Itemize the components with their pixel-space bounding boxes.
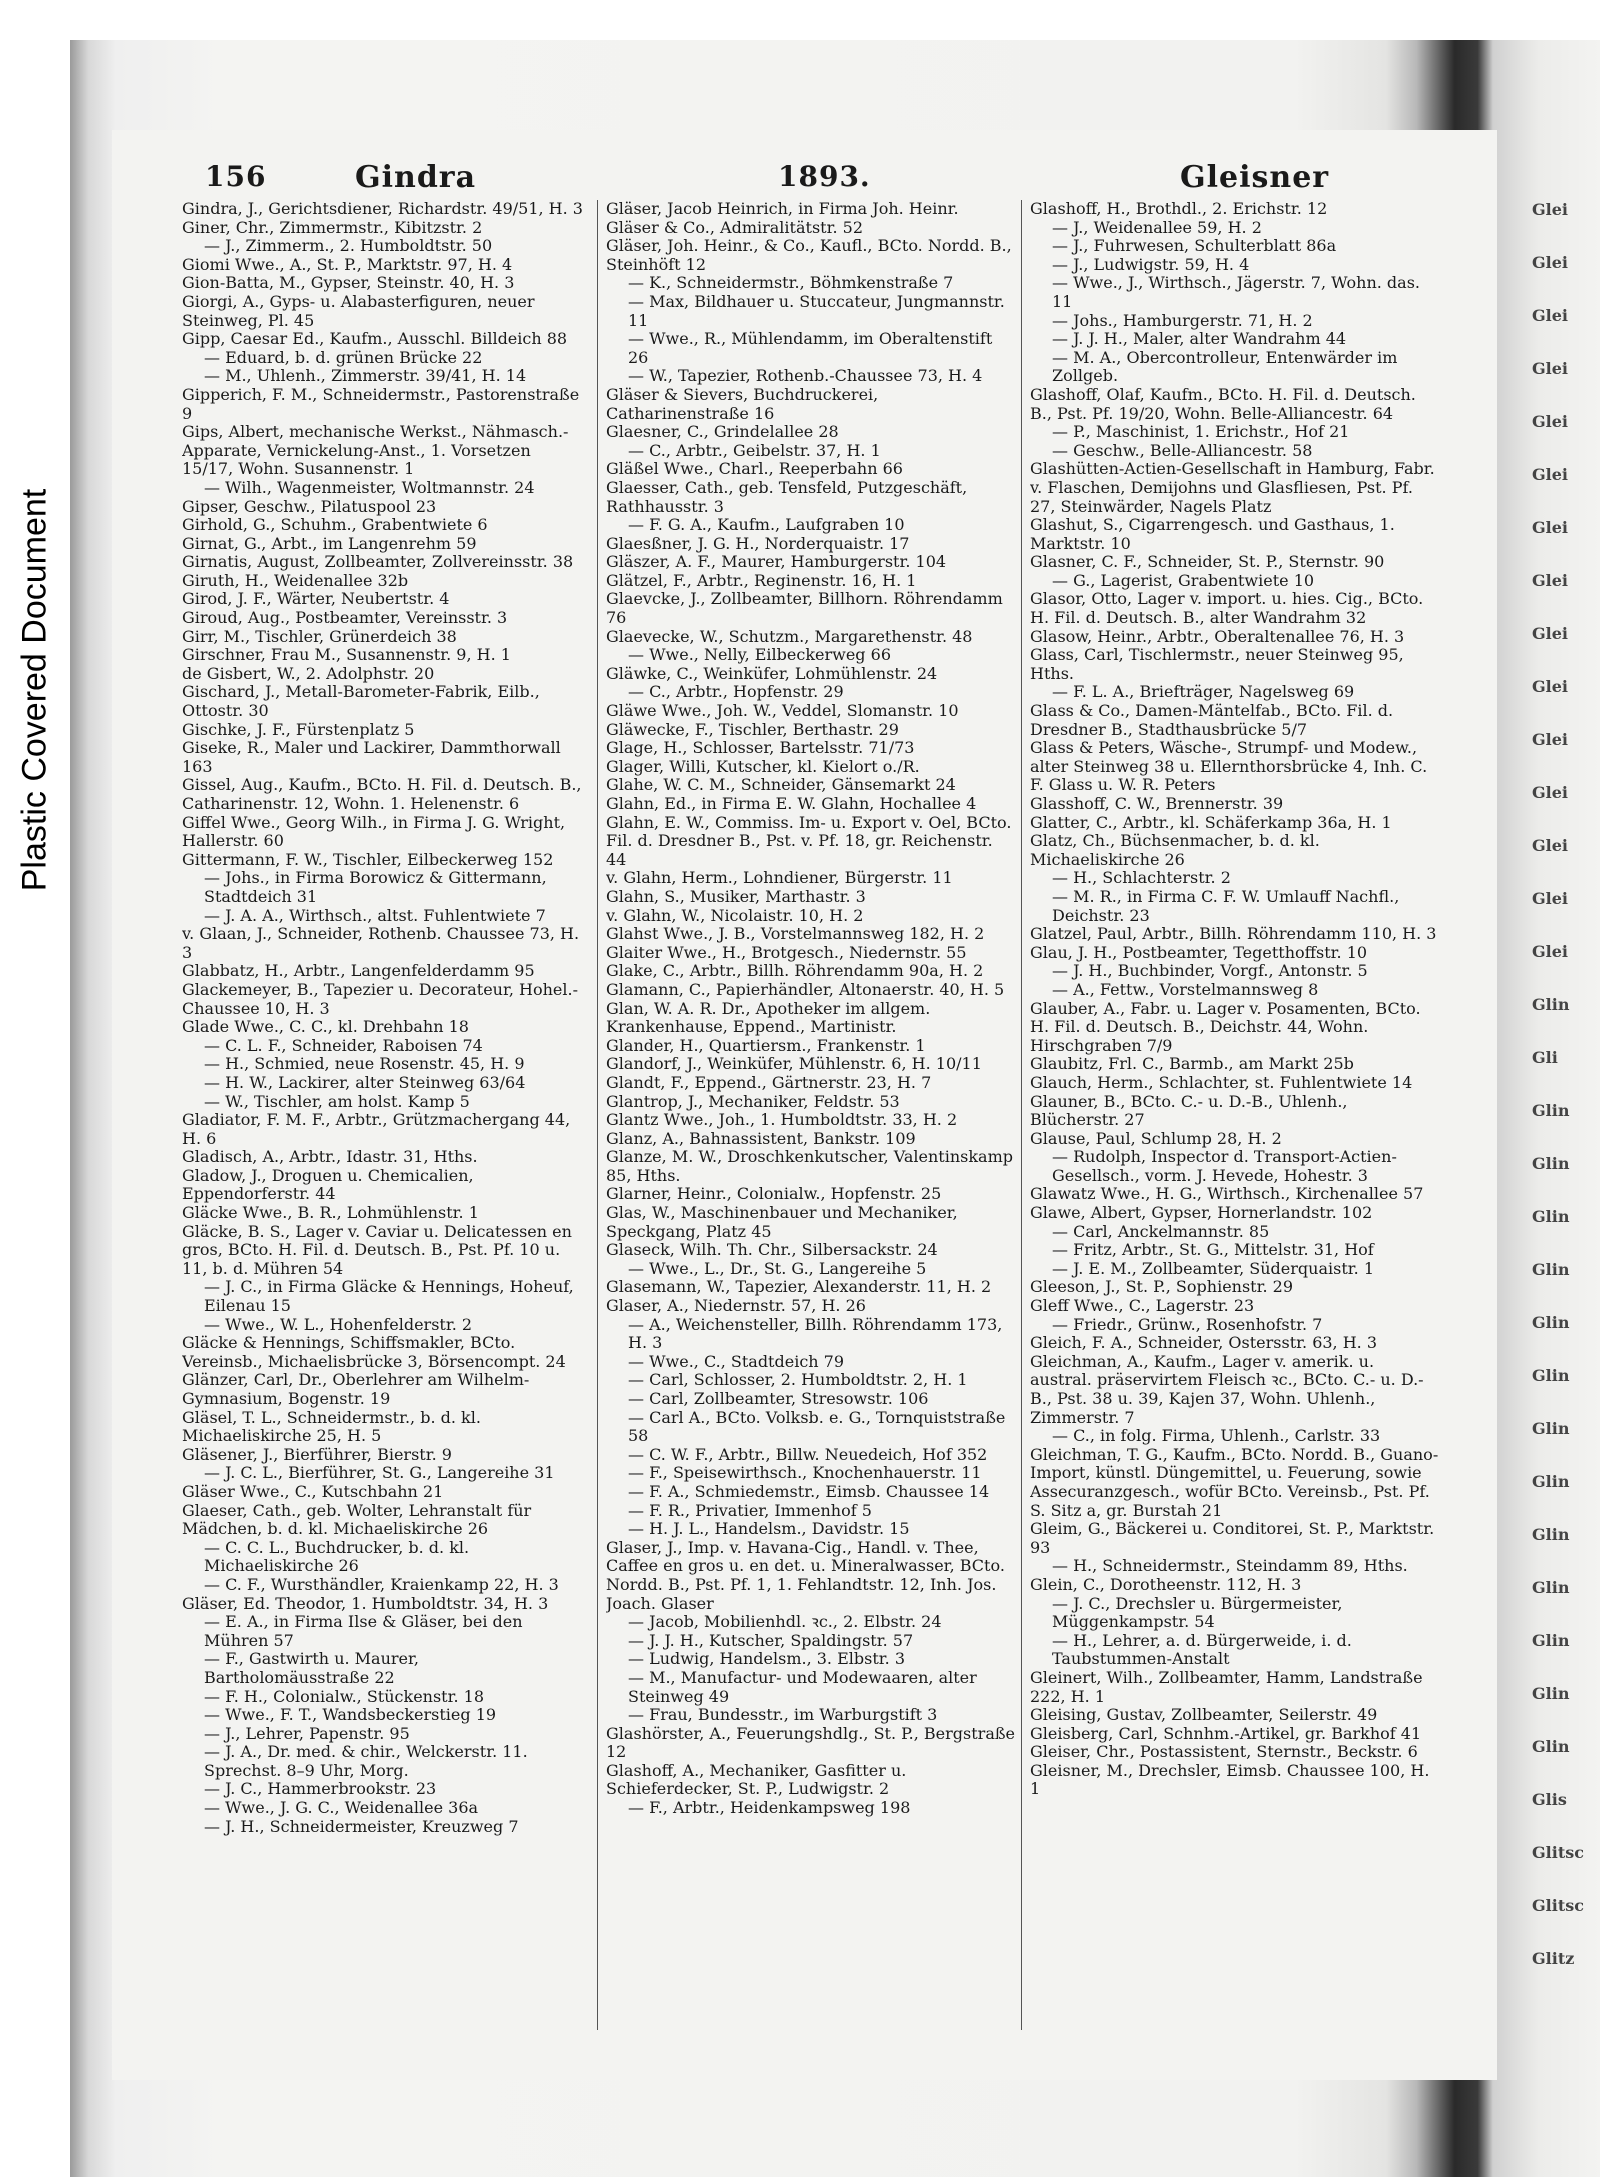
margin-fragment: Glei (1532, 200, 1568, 219)
directory-entry: — F. L. A., Briefträger, Nagelsweg 69 (1052, 683, 1355, 702)
directory-entry: Glänzer, Carl, Dr., Oberlehrer am Wilhelm-Gymnasium, Bogenstr. 19 (182, 1371, 530, 1408)
directory-entry: Glaevecke, W., Schutzm., Margarethenstr. 48 (606, 627, 973, 646)
directory-entry: Gleich, F. A., Schneider, Ostersstr. 63, H. 3 (1030, 1334, 1378, 1353)
directory-entry: — J. J. H., Maler, alter Wandrahm 44 (1052, 330, 1347, 349)
directory-entry: Gladisch, A., Arbtr., Idastr. 31, Hths. (182, 1148, 478, 1167)
directory-entry: — C., Arbtr., Hopfenstr. 29 (628, 683, 844, 702)
directory-entry: Glade Wwe., C. C., kl. Drehbahn 18 (182, 1018, 469, 1037)
directory-entry: Glaser, J., Imp. v. Havana-Cig., Handl. v. Thee, Caffee en gros u. en det. u. Mineralwasser, BCto. Nordd. B., Pst. Pf. 1, 1. Fehlandtstr. 12, Inh. Jos. Joach. Glaser (606, 1538, 1005, 1613)
directory-entry: — F. H., Colonialw., Stückenstr. 18 (204, 1687, 485, 1706)
directory-entry: Glashoff, Olaf, Kaufm., BCto. H. Fil. d. Deutsch. B., Pst. Pf. 19/20, Wohn. Belle-Alliancestr. 64 (1030, 385, 1416, 423)
directory-entry: Glatzel, Paul, Arbtr., Billh. Röhrendamm 110, H. 3 (1030, 925, 1437, 944)
directory-entry: — C., in folg. Firma, Uhlenh., Carlstr. 33 (1052, 1427, 1381, 1446)
directory-entry: — H., Schlachterstr. 2 (1052, 869, 1231, 888)
directory-entry: — J., Ludwigstr. 59, H. 4 (1052, 255, 1250, 274)
directory-entry: Glaiter Wwe., H., Brotgesch., Niedernstr. 55 (606, 943, 967, 962)
directory-entry: Giseke, R., Maler und Lackirer, Dammthorwall 163 (182, 739, 561, 776)
header-left-word: Gindra (355, 160, 477, 195)
directory-entry: — J. H., Buchbinder, Vorgf., Antonstr. 5 (1052, 962, 1368, 981)
margin-fragment: Glis (1532, 1790, 1567, 1809)
directory-entry: Glage, H., Schlosser, Bartelsstr. 71/73 (606, 739, 915, 758)
margin-fragment: Glin (1532, 1737, 1570, 1756)
directory-entry: Gittermann, F. W., Tischler, Eilbeckerweg 152 (182, 850, 554, 869)
directory-entry: — J., Fuhrwesen, Schulterblatt 86a (1052, 237, 1337, 256)
directory-entry: Girschner, Frau M., Susannenstr. 9, H. 1 (182, 646, 511, 665)
directory-entry: — Wwe., L., Dr., St. G., Langereihe 5 (628, 1259, 927, 1278)
directory-entry: Gläszer, A. F., Maurer, Hamburgerstr. 104 (606, 553, 947, 572)
margin-fragment: Glei (1532, 730, 1568, 749)
directory-entry: — F. A., Schmiedemstr., Eimsb. Chaussee 14 (628, 1482, 990, 1501)
directory-entry: — J. A., Dr. med. & chir., Welckerstr. 11. Sprechst. 8–9 Uhr, Morg. (204, 1743, 528, 1780)
directory-entry: Gleichman, A., Kaufm., Lager v. amerik. u. austral. präservirtem Fleisch ꝛc., BCto. C.- u. D.-B., Pst. 38 u. 39, Kajen 37, Wohn. Uhlenh., Zimmerstr. 7 (1030, 1352, 1424, 1427)
directory-entry: — H., Lehrer, a. d. Bürgerweide, i. d. Taubstummen-Anstalt (1052, 1631, 1352, 1669)
directory-entry: — Johs., in Firma Borowicz & Gittermann, Stadtdeich 31 (204, 869, 547, 906)
directory-entry: Glanze, M. W., Droschkenkutscher, Valentinskamp 85, Hths. (606, 1148, 1013, 1185)
directory-entry: — Jacob, Mobilienhdl. ꝛc., 2. Elbstr. 24 (628, 1613, 942, 1632)
directory-entry: de Gisbert, W., 2. Adolphstr. 20 (182, 664, 435, 683)
header-right-word: Gleisner (1180, 160, 1330, 195)
directory-entry: v. Glaan, J., Schneider, Rothenb. Chaussee 73, H. 3 (182, 925, 580, 962)
directory-entry: Gläsener, J., Bierführer, Bierstr. 9 (182, 1445, 452, 1464)
directory-entry: Gindra, J., Gerichtsdiener, Richardstr. 49/51, H. 3 (182, 200, 583, 218)
directory-entry: v. Glahn, Herm., Lohndiener, Bürgerstr. 11 (606, 869, 953, 888)
column-divider (1021, 200, 1022, 2030)
directory-entry: Gläwe Wwe., Joh. W., Veddel, Slomanstr. 10 (606, 702, 959, 721)
directory-entry: Gleisner, M., Drechsler, Eimsb. Chaussee 100, H. 1 (1030, 1761, 1430, 1799)
directory-entry: Gips, Albert, mechanische Werkst., Nähmasch.-Apparate, Vernickelung-Anst., 1. Vorsetzen 15/17, Wohn. Susannenstr. 1 (182, 423, 569, 479)
directory-column-1 (182, 200, 587, 1836)
margin-fragment: Glei (1532, 253, 1568, 272)
directory-entry: — J., Lehrer, Papenstr. 95 (204, 1724, 410, 1743)
directory-entry: Glauber, A., Fabr. u. Lager v. Posamenten, BCto. H. Fil. d. Deutsch. B., Deichstr. 44, Wohn. Hirschgraben 7/9 (1030, 999, 1421, 1055)
directory-entry: — Carl A., BCto. Volksb. e. G., Tornquiststraße 58 (628, 1408, 1006, 1446)
directory-entry: Gläser, Ed. Theodor, 1. Humboldtstr. 34, H. 3 (182, 1594, 549, 1613)
margin-fragment: Glin (1532, 1207, 1570, 1226)
directory-entry: — Wwe., C., Stadtdeich 79 (628, 1352, 845, 1371)
directory-entry: — Rudolph, Inspector d. Transport-Actien-Gesellsch., vorm. J. Hevede, Hohestr. 3 (1052, 1148, 1397, 1185)
directory-entry: — Eduard, b. d. grünen Brücke 22 (204, 348, 483, 367)
margin-fragment: Glei (1532, 889, 1568, 908)
directory-entry: — M., Uhlenh., Zimmerstr. 39/41, H. 14 (204, 367, 527, 386)
directory-entry: Gischke, J. F., Fürstenplatz 5 (182, 720, 415, 739)
directory-entry: Glager, Willi, Kutscher, kl. Kielort o./R. (606, 757, 920, 776)
margin-fragment: Glin (1532, 995, 1570, 1014)
directory-entry: Glander, H., Quartiersm., Frankenstr. 1 (606, 1036, 926, 1055)
margin-fragment: Glitsc (1532, 1843, 1584, 1862)
margin-fragment: Glei (1532, 359, 1568, 378)
directory-entry: — F., Arbtr., Heidenkampsweg 198 (628, 1799, 911, 1818)
directory-entry: Glause, Paul, Schlump 28, H. 2 (1030, 1129, 1282, 1148)
directory-entry: — Fritz, Arbtr., St. G., Mittelstr. 31, Hof (1052, 1241, 1374, 1260)
directory-entry: Girnatis, August, Zollbeamter, Zollvereinsstr. 38 (182, 553, 574, 572)
directory-entry: Glarner, Heinr., Colonialw., Hopfenstr. 25 (606, 1185, 942, 1204)
directory-entry: Gissel, Aug., Kaufm., BCto. H. Fil. d. Deutsch. B., Catharinenstr. 12, Wohn. 1. Helenenstr. 6 (182, 776, 582, 813)
directory-entry: — A., Weichensteller, Billh. Röhrendamm 173, H. 3 (628, 1315, 1003, 1353)
directory-entry: Glaesßner, J. G. H., Norderquaistr. 17 (606, 534, 910, 553)
directory-entry: Gladow, J., Droguen u. Chemicalien, Eppendorferstr. 44 (182, 1166, 474, 1204)
directory-entry: Gläser, Jacob Heinrich, in Firma Joh. Heinr. Gläser & Co., Admiralitätstr. 52 (606, 200, 959, 237)
directory-entry: Gladiator, F. M. F., Arbtr., Grützmachergang 44, H. 6 (182, 1111, 571, 1148)
directory-entry: — C., Arbtr., Geibelstr. 37, H. 1 (628, 441, 881, 460)
directory-entry: Glashut, S., Cigarrengesch. und Gasthaus, 1. Marktstr. 10 (1030, 516, 1395, 553)
directory-entry: — J. E. M., Zollbeamter, Süderquaistr. 1 (1052, 1259, 1374, 1278)
directory-entry: — Johs., Hamburgerstr. 71, H. 2 (1052, 311, 1313, 330)
directory-entry: Glandt, F., Eppend., Gärtnerstr. 23, H. 7 (606, 1073, 932, 1092)
margin-fragment: Glei (1532, 783, 1568, 802)
margin-fragment: Glei (1532, 306, 1568, 325)
directory-entry: Glahst Wwe., J. B., Vorstelmannsweg 182, H. 2 (606, 925, 985, 944)
directory-entry: Glaevcke, J., Zollbeamter, Billhorn. Röhrendamm 76 (606, 590, 1003, 628)
directory-entry: Glasshoff, C. W., Brennerstr. 39 (1030, 795, 1284, 813)
directory-entry: Glantrop, J., Mechaniker, Feldstr. 53 (606, 1092, 900, 1111)
directory-entry: Glaesser, Cath., geb. Tensfeld, Putzgeschäft, Rathhausstr. 3 (606, 478, 968, 516)
directory-entry: Glätzel, F., Arbtr., Reginenstr. 16, H. 1 (606, 571, 917, 590)
directory-entry: — J. J. H., Kutscher, Spaldingstr. 57 (628, 1631, 914, 1650)
directory-entry: — Wwe., J. G. C., Weidenallee 36a (204, 1799, 479, 1818)
directory-entry: — M., Manufactur- und Modewaaren, alter Steinweg 49 (628, 1668, 977, 1706)
directory-entry: Glashütten-Actien-Gesellschaft in Hamburg, Fabr. v. Flaschen, Demijohns und Glasfliesen, Pst. Pf. 27, Steinwärder, Nagels Platz (1030, 460, 1435, 516)
directory-entry: — Wwe., W. L., Hohenfelderstr. 2 (204, 1315, 473, 1334)
directory-entry: Glabbatz, H., Arbtr., Langenfelderdamm 95 (182, 962, 535, 981)
margin-fragment: Glin (1532, 1154, 1570, 1173)
directory-entry: — A., Fettw., Vorstelmannsweg 8 (1052, 980, 1319, 999)
directory-entry: Giruth, H., Weidenallee 32b (182, 571, 409, 590)
directory-entry: Gipperich, F. M., Schneidermstr., Pastorenstraße 9 (182, 385, 580, 423)
directory-entry: — F. G. A., Kaufm., Laufgraben 10 (628, 516, 905, 535)
directory-entry: Gläser & Sievers, Buchdruckerei, Catharinenstraße 16 (606, 385, 879, 423)
margin-fragment: Glin (1532, 1366, 1570, 1385)
directory-entry: Gläser, Joh. Heinr., & Co., Kaufl., BCto. Nordd. B., Steinhöft 12 (606, 237, 1012, 274)
directory-entry: — F., Gastwirth u. Maurer, Bartholomäusstraße 22 (204, 1650, 419, 1687)
margin-fragment: Glitz (1532, 1949, 1575, 1968)
directory-entry: — J. C., Drechsler u. Bürgermeister, Müggenkampstr. 54 (1052, 1594, 1343, 1632)
directory-entry: Giffel Wwe., Georg Wilh., in Firma J. G. Wright, Hallerstr. 60 (182, 813, 566, 851)
margin-fragment: Glin (1532, 1101, 1570, 1120)
directory-entry: Giroud, Aug., Postbeamter, Vereinsstr. 3 (182, 609, 508, 628)
directory-entry: Glasemann, W., Tapezier, Alexanderstr. 11, H. 2 (606, 1278, 992, 1297)
directory-entry: — H., Schmied, neue Rosenstr. 45, H. 9 (204, 1055, 525, 1074)
margin-fragment: Glei (1532, 571, 1568, 590)
directory-entry: Gleff Wwe., C., Lagerstr. 23 (1030, 1297, 1255, 1316)
directory-entry: — W., Tischler, am holst. Kamp 5 (204, 1092, 470, 1111)
directory-entry: — Wwe., R., Mühlendamm, im Oberaltenstift 26 (628, 330, 993, 367)
directory-entry: Glass & Peters, Wäsche-, Strumpf- und Modew., alter Steinweg 38 u. Ellernthorsbrücke 4, Inh. C. F. Glass u. W. R. Peters (1030, 739, 1428, 795)
directory-entry: — C. L. F., Schneider, Raboisen 74 (204, 1036, 483, 1055)
directory-entry: Girr, M., Tischler, Grünerdeich 38 (182, 627, 457, 646)
directory-entry: Gipser, Geschw., Pilatuspool 23 (182, 497, 437, 516)
margin-fragment: Glitsc (1532, 1896, 1584, 1915)
directory-entry: Glantz Wwe., Joh., 1. Humboldtstr. 33, H. 2 (606, 1111, 958, 1130)
directory-entry: Glahn, E. W., Commiss. Im- u. Export v. Oel, BCto. Fil. d. Dresdner B., Pst. v. Pf. 18, gr. Reichenstr. 44 (606, 813, 1012, 869)
directory-entry: — H., Schneidermstr., Steindamm 89, Hths. (1052, 1557, 1408, 1576)
margin-fragment: Glin (1532, 1578, 1570, 1597)
directory-entry: Gläser Wwe., C., Kutschbahn 21 (182, 1482, 444, 1501)
directory-entry: Gläßel Wwe., Charl., Reeperbahn 66 (606, 460, 903, 479)
margin-fragment: Glei (1532, 836, 1568, 855)
plastic-covered-label: Plastic Covered Document (15, 488, 54, 892)
directory-entry: Glandorf, J., Weinküfer, Mühlenstr. 6, H. 10/11 (606, 1055, 982, 1074)
directory-entry: Giomi Wwe., A., St. P., Marktstr. 97, H. 4 (182, 255, 513, 274)
directory-entry: — Wwe., J., Wirthsch., Jägerstr. 7, Wohn. das. 11 (1052, 274, 1420, 311)
directory-entry: Gläcke Wwe., B. R., Lohmühlenstr. 1 (182, 1204, 479, 1223)
directory-entry: — H. J. L., Handelsm., Davidstr. 15 (628, 1520, 910, 1539)
directory-entry: Glasow, Heinr., Arbtr., Oberaltenallee 76, H. 3 (1030, 627, 1405, 646)
directory-entry: — Frau, Bundesstr., im Warburgstift 3 (628, 1706, 938, 1725)
directory-entry: Glas, W., Maschinenbauer und Mechaniker, Speckgang, Platz 45 (606, 1204, 958, 1241)
directory-entry: Gläcke, B. S., Lager v. Caviar u. Delicatessen en gros, BCto. H. Fil. d. Deutsch. B., Pst. Pf. 10 u. 11, b. d. Mühren 54 (182, 1222, 572, 1278)
directory-entry: — C. C. L., Buchdrucker, b. d. kl. Michaeliskirche 26 (204, 1538, 470, 1576)
directory-entry: Glauner, B., BCto. C.- u. D.-B., Uhlenh., Blücherstr. 27 (1030, 1092, 1348, 1130)
directory-entry: Glaser, A., Niedernstr. 57, H. 26 (606, 1297, 866, 1316)
directory-entry: Gleinert, Wilh., Zollbeamter, Hamm, Landstraße 222, H. 1 (1030, 1668, 1423, 1706)
directory-entry: Girhold, G., Schuhm., Grabentwiete 6 (182, 516, 488, 535)
directory-entry: Glaseck, Wilh. Th. Chr., Silbersackstr. 24 (606, 1241, 938, 1260)
directory-entry: — K., Schneidermstr., Böhmkenstraße 7 (628, 274, 954, 293)
directory-entry: — J. C., in Firma Gläcke & Hennings, Hoheuf, Eilenau 15 (204, 1278, 574, 1316)
directory-entry: Glasner, C. F., Schneider, St. P., Sternstr. 90 (1030, 553, 1385, 572)
directory-entry: Gläcke & Hennings, Schiffsmakler, BCto. Vereinsb., Michaelisbrücke 3, Börsencompt. 24 (182, 1334, 566, 1371)
directory-entry: Girod, J. F., Wärter, Neubertstr. 4 (182, 590, 450, 609)
margin-fragment: Gli (1532, 1048, 1558, 1067)
directory-entry: Glau, J. H., Postbeamter, Tegetthoffstr. 10 (1030, 943, 1368, 962)
directory-entry: — J. H., Schneidermeister, Kreuzweg 7 (204, 1817, 519, 1836)
directory-entry: Gleeson, J., St. P., Sophienstr. 29 (1030, 1278, 1294, 1297)
directory-entry: — Carl, Schlosser, 2. Humboldtstr. 2, H. 1 (628, 1371, 968, 1390)
directory-entry: Gleisberg, Carl, Schnhm.-Artikel, gr. Barkhof 41 (1030, 1724, 1422, 1743)
directory-entry: Glaesner, C., Grindelallee 28 (606, 423, 839, 442)
directory-entry: Glackemeyer, B., Tapezier u. Decorateur, Hohel.-Chaussee 10, H. 3 (182, 980, 579, 1018)
margin-fragment: Glin (1532, 1525, 1570, 1544)
directory-entry: — G., Lagerist, Grabentwiete 10 (1052, 571, 1315, 590)
directory-entry: Glaeser, Cath., geb. Wolter, Lehranstalt für Mädchen, b. d. kl. Michaeliskirche 26 (182, 1501, 532, 1539)
directory-entry: Girnat, G., Arbt., im Langenrehm 59 (182, 534, 477, 553)
directory-entry: Gläsel, T. L., Schneidermstr., b. d. kl. Michaeliskirche 25, H. 5 (182, 1408, 481, 1446)
directory-entry: Glass & Co., Damen-Mäntelfab., BCto. Fil. d. Dresdner B., Stadthausbrücke 5/7 (1030, 702, 1394, 739)
next-page-margin (1532, 200, 1600, 2050)
directory-entry: — F., Speisewirthsch., Knochenhauerstr. 11 (628, 1464, 982, 1483)
directory-entry: — F. R., Privatier, Immenhof 5 (628, 1501, 872, 1520)
margin-fragment: Glei (1532, 465, 1568, 484)
margin-fragment: Glin (1532, 1684, 1570, 1703)
directory-entry: — Geschw., Belle-Alliancestr. 58 (1052, 441, 1313, 460)
header-year: 1893. (778, 160, 871, 193)
directory-entry: Gipp, Caesar Ed., Kaufm., Ausschl. Billdeich 88 (182, 330, 568, 349)
directory-entry: Glahn, Ed., in Firma E. W. Glahn, Hochallee 4 (606, 795, 977, 813)
directory-entry: Glamann, C., Papierhändler, Altonaerstr. 40, H. 5 (606, 980, 1005, 999)
directory-entry: Glan, W. A. R. Dr., Apotheker im allgem. Krankenhause, Eppend., Martinistr. (606, 999, 931, 1037)
directory-entry: — Carl, Zollbeamter, Stresowstr. 106 (628, 1390, 929, 1408)
directory-entry: Giorgi, A., Gyps- u. Alabasterfiguren, neuer Steinweg, Pl. 45 (182, 292, 535, 330)
margin-fragment: Glei (1532, 677, 1568, 696)
directory-entry: Glauch, Herm., Schlachter, st. Fuhlentwiete 14 (1030, 1073, 1413, 1092)
directory-entry: — Wilh., Wagenmeister, Woltmannstr. 24 (204, 478, 535, 497)
directory-entry: Gischard, J., Metall-Barometer-Fabrik, Eilb., Ottostr. 30 (182, 683, 540, 721)
directory-entry: Glashoff, A., Mechaniker, Gasfitter u. Schieferdecker, St. P., Ludwigstr. 2 (606, 1761, 907, 1799)
margin-fragment: Glin (1532, 1472, 1570, 1491)
directory-entry: — Max, Bildhauer u. Stuccateur, Jungmannstr. 11 (628, 292, 1005, 330)
directory-entry: — E. A., in Firma Ilse & Gläser, bei den Mühren 57 (204, 1613, 523, 1650)
directory-entry: Giner, Chr., Zimmermstr., Kibitzstr. 2 (182, 218, 483, 237)
directory-entry: — Wwe., F. T., Wandsbeckerstieg 19 (204, 1706, 497, 1725)
directory-entry: Gläwecke, F., Tischler, Berthastr. 29 (606, 720, 899, 739)
directory-entry: Glashörster, A., Feuerungshdlg., St. P., Bergstraße 12 (606, 1724, 1016, 1762)
directory-entry: Glass, Carl, Tischlermstr., neuer Steinweg 95, Hths. (1030, 646, 1404, 683)
directory-entry: Glawatz Wwe., H. G., Wirthsch., Kirchenallee 57 (1030, 1185, 1424, 1204)
directory-entry: Gleichman, T. G., Kaufm., BCto. Nordd. B., Guano-Import, künstl. Düngemittel, u. Feuerung, sowie Assecuranzgesch., wofür BCto. Vereinsb., Pst. Pf. S. Sitz a, gr. Burstah 21 (1030, 1445, 1439, 1520)
directory-entry: — J. C. L., Bierführer, St. G., Langereihe 31 (204, 1464, 555, 1483)
directory-entry: — Wwe., Nelly, Eilbeckerweg 66 (628, 646, 891, 665)
directory-entry: — J., Zimmerm., 2. Humboldtstr. 50 (204, 237, 493, 256)
directory-entry: Gleiser, Chr., Postassistent, Sternstr., Beckstr. 6 (1030, 1743, 1418, 1762)
directory-entry: — J. C., Hammerbrookstr. 23 (204, 1780, 437, 1799)
margin-fragment: Glei (1532, 624, 1568, 643)
margin-fragment: Glin (1532, 1631, 1570, 1650)
directory-entry: Glahn, S., Musiker, Marthastr. 3 (606, 887, 866, 906)
directory-entry: — C. W. F., Arbtr., Billw. Neuedeich, Hof 352 (628, 1445, 988, 1464)
directory-entry: Glake, C., Arbtr., Billh. Röhrendamm 90a, H. 2 (606, 962, 984, 981)
directory-entry: — M. A., Obercontrolleur, Entenwärder im Zollgeb. (1052, 348, 1398, 386)
directory-entry: — J., Weidenallee 59, H. 2 (1052, 218, 1262, 237)
directory-entry: — Carl, Anckelmannstr. 85 (1052, 1222, 1270, 1241)
directory-entry: Glasor, Otto, Lager v. import. u. hies. Cig., BCto. H. Fil. d. Deutsch. B., alter Wandrahm 32 (1030, 590, 1424, 628)
directory-entry: Glein, C., Dorotheenstr. 112, H. 3 (1030, 1575, 1302, 1594)
directory-entry: — W., Tapezier, Rothenb.-Chaussee 73, H. 4 (628, 367, 983, 386)
page-number: 156 (205, 160, 267, 193)
margin-fragment: Glin (1532, 1419, 1570, 1438)
directory-entry: Glawe, Albert, Gypser, Hornerlandstr. 102 (1030, 1204, 1373, 1223)
directory-entry: Gleising, Gustav, Zollbeamter, Seilerstr. 49 (1030, 1706, 1378, 1725)
margin-fragment: Glei (1532, 412, 1568, 431)
directory-column-2 (606, 200, 1016, 1818)
directory-entry: Gion-Batta, M., Gypser, Steinstr. 40, H. 3 (182, 274, 515, 293)
directory-entry: — P., Maschinist, 1. Erichstr., Hof 21 (1052, 423, 1350, 442)
margin-fragment: Glin (1532, 1260, 1570, 1279)
directory-entry: — M. R., in Firma C. F. W. Umlauff Nachfl., Deichstr. 23 (1052, 887, 1400, 925)
column-divider (597, 200, 598, 2030)
directory-entry: Glashoff, H., Brothdl., 2. Erichstr. 12 (1030, 200, 1328, 218)
margin-fragment: Glei (1532, 942, 1568, 961)
directory-entry: Glanz, A., Bahnassistent, Bankstr. 109 (606, 1129, 916, 1148)
directory-entry: Glatter, C., Arbtr., kl. Schäferkamp 36a, H. 1 (1030, 813, 1392, 832)
directory-entry: v. Glahn, W., Nicolaistr. 10, H. 2 (606, 906, 864, 925)
directory-entry: Gleim, G., Bäckerei u. Conditorei, St. P., Marktstr. 93 (1030, 1520, 1435, 1557)
directory-entry: Glaubitz, Frl. C., Barmb., am Markt 25b (1030, 1055, 1354, 1074)
margin-fragment: Glin (1532, 1313, 1570, 1332)
directory-entry: Gläwke, C., Weinküfer, Lohmühlenstr. 24 (606, 664, 938, 683)
directory-entry: — J. A. A., Wirthsch., altst. Fuhlentwiete 7 (204, 906, 546, 925)
margin-fragment: Glei (1532, 518, 1568, 537)
directory-entry: Glahe, W. C. M., Schneider, Gänsemarkt 24 (606, 776, 956, 795)
directory-entry: — H. W., Lackirer, alter Steinweg 63/64 (204, 1073, 526, 1092)
directory-column-3 (1030, 200, 1440, 1799)
directory-entry: — Friedr., Grünw., Rosenhofstr. 7 (1052, 1315, 1323, 1334)
directory-entry: — C. F., Wursthändler, Kraienkamp 22, H. 3 (204, 1575, 559, 1594)
directory-entry: Glatz, Ch., Büchsenmacher, b. d. kl. Michaeliskirche 26 (1030, 832, 1320, 869)
directory-entry: — Ludwig, Handelsm., 3. Elbstr. 3 (628, 1650, 906, 1669)
